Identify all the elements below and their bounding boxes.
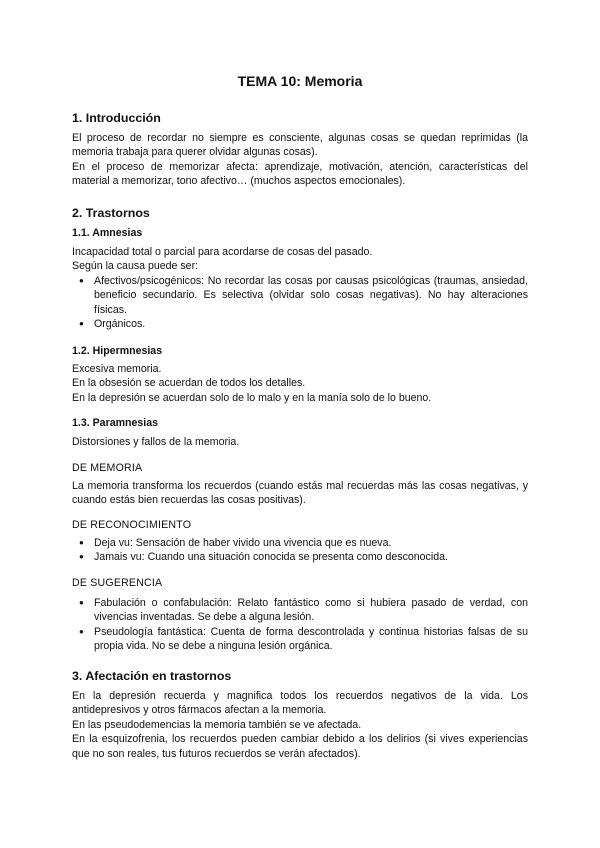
paragraph: En las pseudodemencias la memoria también se ve afectada. [72, 718, 362, 731]
subsection-hipermnesias-body [72, 362, 528, 405]
list-item: ● Pseudología fantástica: Cuenta de forma descontrolada y continua historias falsas de su propia vida. No se debe a ninguna lesión orgánica. [72, 625, 528, 654]
de-sugerencia-body [72, 596, 528, 654]
paragraph: Según la causa puede ser: [72, 260, 199, 273]
paragraph: Distorsiones y fallos de la memoria. [72, 436, 240, 448]
de-reconocimiento-body [72, 536, 528, 565]
paragraph: En la depresión recuerda y magnifica todos los recuerdos negativos de la vida. Los antidepresivos y otros fármacos afectan a la memoria. [72, 690, 528, 717]
paragraph: En la depresión se acuerdan solo de lo malo y en la manía solo de lo bueno. [72, 391, 432, 404]
paragraph: En la esquizofrenia, los recuerdos pueden cambiar debido a los delirios (si vives experiencias que no son reales, tus futuros recuerdos se verán afectados). [72, 733, 528, 760]
document-title: TEMA 10: Memoria [237, 73, 363, 89]
paragraph: Incapacidad total o parcial para acordarse de cosas del pasado. [72, 246, 373, 258]
subsection-heading-amnesias: 1.1. Amnesias [72, 227, 143, 239]
paragraph: El proceso de recordar no siempre es consciente, algunas cosas se quedan reprimidas (la memoria trabaja para querer olvidar algunas cosas). [72, 132, 528, 159]
subsection-heading-hipermnesias: 1.2. Hipermnesias [72, 345, 163, 357]
subsection-amnesias-body [72, 245, 528, 331]
list-item: ● Jamais vu: Cuando una situación conocida se presenta como desconocida. [72, 550, 528, 564]
paragraph: En el proceso de memorizar afecta: aprendizaje, motivación, atención, características del material a memorizar, tono afectivo… (muchos aspectos emocionales). [72, 160, 528, 188]
list-item: ● Afectivos/psicogénicos: No recordar las cosas por causas psicológicas (traumas, ansiedad, beneficio secundario. Es selectiva (olvidar solo cosas negativas). No hay alteraciones físicas. [72, 274, 528, 317]
paragraph: Excesiva memoria. [72, 363, 162, 375]
section-afectacion-body [72, 689, 528, 761]
section-heading-trastornos: 2. Trastornos [72, 206, 150, 220]
subsection-heading-paramnesias: 1.3. Paramnesias [72, 417, 158, 429]
bullet-list [72, 536, 528, 565]
section-heading-afectacion: 3. Afectación en trastornos [72, 669, 232, 683]
list-item: ● Deja vu: Sensación de haber vivido una vivencia que es nueva. [72, 536, 528, 550]
list-item: ● Fabulación o confabulación: Relato fantástico como si hubiera pasado de verdad, con vivencias inventadas. Se debe a alguna lesión. [72, 596, 528, 625]
subsection-paramnesias-intro [72, 435, 528, 449]
bullet-list [72, 274, 528, 332]
section-heading-introduccion: 1. Introducción [72, 111, 161, 125]
label-de-sugerencia: DE SUGERENCIA [72, 577, 163, 589]
list-item: ● Orgánicos. [72, 317, 528, 331]
de-memoria-body [72, 479, 528, 508]
label-de-reconocimiento: DE RECONOCIMIENTO [72, 519, 192, 531]
paragraph: En la obsesión se acuerdan de todos los detalles. [72, 377, 306, 390]
section-introduccion-body [72, 131, 528, 189]
bullet-list [72, 596, 528, 654]
paragraph: La memoria transforma los recuerdos (cuando estás mal recuerdas más las cosas negativas, y cuando estás bien recuerdas las cosas positivas). [72, 480, 528, 507]
label-de-memoria: DE MEMORIA [72, 462, 143, 474]
